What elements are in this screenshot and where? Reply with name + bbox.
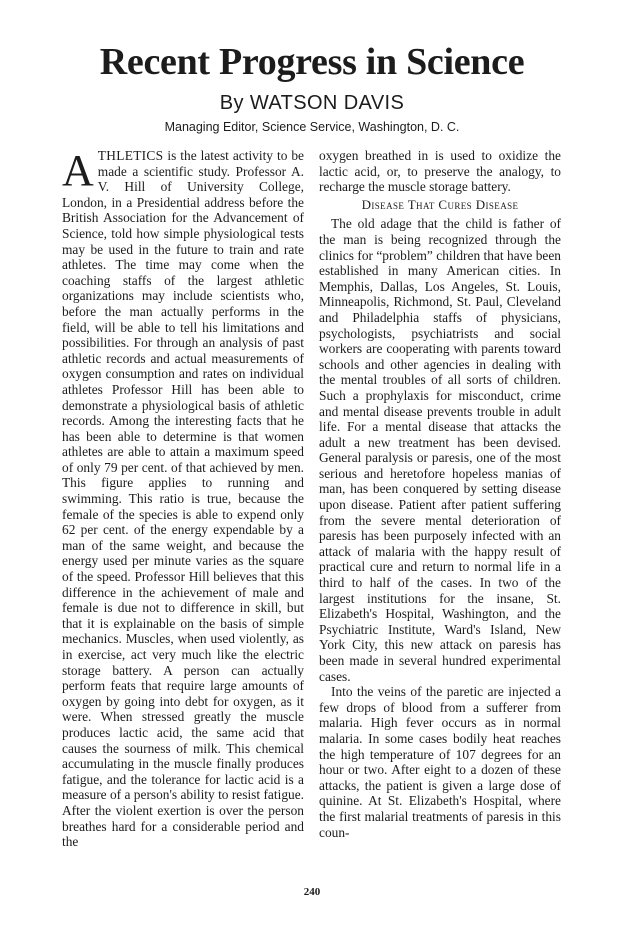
opening-paragraph <box>62 148 304 850</box>
left-paragraph-text: is the latest activity to be made a scientific study. Professor A. V. Hill of University College, London, in a Presidential address before the British Association for the Advancement of Science, told how simple physiological tests may be used in the future to train and rate athletes. The time may come when the coaching staffs of the largest athletic organizations may include scientists who, before the man actually performs in the field, will be able to tell his limitations and possibilities. For through an analysis of past athletic records and actual measurements of oxygen consumption and rates on individual athletes Professor Hill has been able to demonstrate a physiological basis of athletic records. Among the interesting facts that he has been able to determine is that women athletes are able to attain a maximum speed of only 79 per cent. of that achieved by men. This figure applies to running and swimming. This ratio is true, because the female of the species is able to expend only 62 per cent. of the energy expendable by a man of the same weight, and because the energy used per minute varies as the square of the speed. Professor Hill believes that this difference in the achievement of male and female is due not to difference in skill, but that it is explainable on the basis of simple mechanics. Muscles, when used violently, as in exercise, act very much like the electric storage battery. A person can actually perform feats that require large amounts of oxygen by going into debt for oxygen, as it were. When stressed greatly the muscle produces lactic acid, the same acid that causes the sourness of milk. This chemical accumulating in the muscle finally produces fatigue, and the tolerance for lactic acid is a measure of a person's ability to resist fatigue. After the violent exertion is over the person breathes hard for a considerable period and the <box>62 148 304 850</box>
continued-paragraph: oxygen breathed in is used to oxidize the lactic acid, or, to preserve the analogy, to recharge the muscle storage battery. <box>319 148 561 195</box>
section-heading <box>319 197 561 213</box>
body-paragraph: Into the veins of the paretic are injected a few drops of blood from a sufferer from malaria. High fever occurs as in normal malaria. In some cases bodily heat reaches the high temperature of 107 degrees for an hour or two. After eight to a dozen of these attacks, the patient is given a large dose of quinine. At St. Elizabeth's Hospital, where the first malarial treatments of paresis in this coun- <box>319 684 561 840</box>
article-title: Recent Progress in Science <box>99 41 525 83</box>
left-column <box>62 148 304 884</box>
drop-cap: A <box>62 148 94 195</box>
body-paragraph: The old adage that the child is father of the man is being recognized through the clinics for “problem” children that have been established in many American cities. In Memphis, Dallas, Los Angeles, St. Louis, Minneapolis, Richmond, St. Paul, Cleveland and Philadelphia staffs of physicians, psychologists, psychiatrists and social workers are cooperating with parents toward schools and other agencies in dealing with the mental troubles of all sorts of children. Such a prophylaxis for misconduct, crime and mental disease prevents trouble in adult life. For a mental disease that attacks the adult a new treatment has been devised. General paralysis or paresis, one of the most serious and heretofore hopeless manias of man, has been conquered by setting disease upon disease. Patient after patient suffering from the severe mental deterioration of paresis has been purposely infected with an attack of malaria with the happy result of practical cure and return to normal life in a third to half of the cases. In two of the largest institutions for the insane, St. Elizabeth's Hospital, Washington, and the Psychiatric Institute, Ward's Island, New York City, this new attack on paresis has been made in several hundred experimental cases. <box>319 216 561 684</box>
page-number: 240 <box>303 886 321 898</box>
section-heading-text: Disease That Cures Disease <box>361 196 519 212</box>
author-byline: By WATSON DAVIS <box>219 92 405 114</box>
opening-words: THLETICS <box>97 148 164 163</box>
right-column <box>319 148 561 884</box>
author-affiliation: Managing Editor, Science Service, Washington, D. C. <box>164 120 460 134</box>
